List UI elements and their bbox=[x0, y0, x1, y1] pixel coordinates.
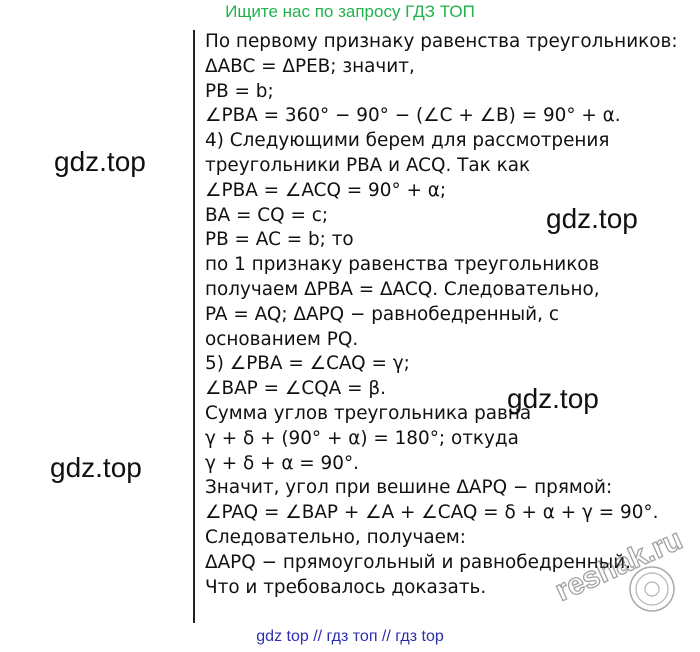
solution-line: По первому признаку равенства треугольников: bbox=[205, 31, 678, 52]
solution-line: ∠PBA = ∠ACQ = 90° + α; bbox=[205, 179, 447, 201]
solution-line: γ + δ + α = 90°. bbox=[205, 452, 360, 474]
solution-line: Что и требовалось доказать. bbox=[205, 576, 487, 598]
solution-line: ΔAPQ − прямоугольный и равнобедренный. bbox=[205, 551, 632, 573]
watermark: gdz.top bbox=[54, 146, 146, 177]
solution-line: треугольники PBA и ACQ. Так как bbox=[205, 154, 531, 176]
solution-line: PB = AC = b; то bbox=[205, 229, 354, 251]
top-banner: Ищите нас по запросу ГДЗ ТОП bbox=[225, 2, 475, 21]
solution-line: основанием PQ. bbox=[205, 328, 359, 350]
solution-line: PB = b; bbox=[205, 80, 274, 102]
solution-line: ΔABC = ΔPEB; значит, bbox=[205, 55, 415, 77]
solution-line: получаем ΔPBA = ΔACQ. Следовательно, bbox=[205, 278, 600, 300]
solution-line: BA = CQ = c; bbox=[205, 204, 329, 226]
stamp-text: reshak.ru bbox=[550, 522, 688, 608]
solution-line: γ + δ + (90° + α) = 180°; откуда bbox=[205, 427, 519, 449]
watermark: gdz.top bbox=[50, 452, 142, 483]
reshak-stamp-icon bbox=[534, 497, 700, 617]
solution-line: PA = AQ; ΔAPQ − равнобедренный, с bbox=[205, 303, 559, 325]
solution-line: 4) Следующими берем для рассмотрения bbox=[205, 130, 610, 152]
solution-line: ∠PBA = 360° − 90° − (∠C + ∠B) = 90° + α. bbox=[205, 105, 621, 127]
solution-line: Следовательно, получаем: bbox=[205, 526, 467, 548]
solution-line: Значит, угол при вешине ΔAPQ − прямой: bbox=[205, 477, 613, 499]
watermark: gdz.top bbox=[546, 203, 638, 234]
solution-line: ∠PAQ = ∠BAP + ∠A + ∠CAQ = δ + α + γ = 90°. bbox=[205, 502, 659, 524]
solution-line: по 1 признаку равенства треугольников bbox=[205, 254, 600, 276]
solution-line: ∠BAP = ∠CQA = β. bbox=[205, 378, 386, 400]
solution-line: 5) ∠PBA = ∠CAQ = γ; bbox=[205, 353, 410, 375]
watermark: gdz.top bbox=[507, 383, 599, 414]
footer-links: gdz top // гдз топ // гдз top bbox=[256, 628, 444, 645]
vertical-divider bbox=[193, 30, 195, 623]
solution-line: Сумма углов треугольника равна bbox=[205, 402, 532, 424]
